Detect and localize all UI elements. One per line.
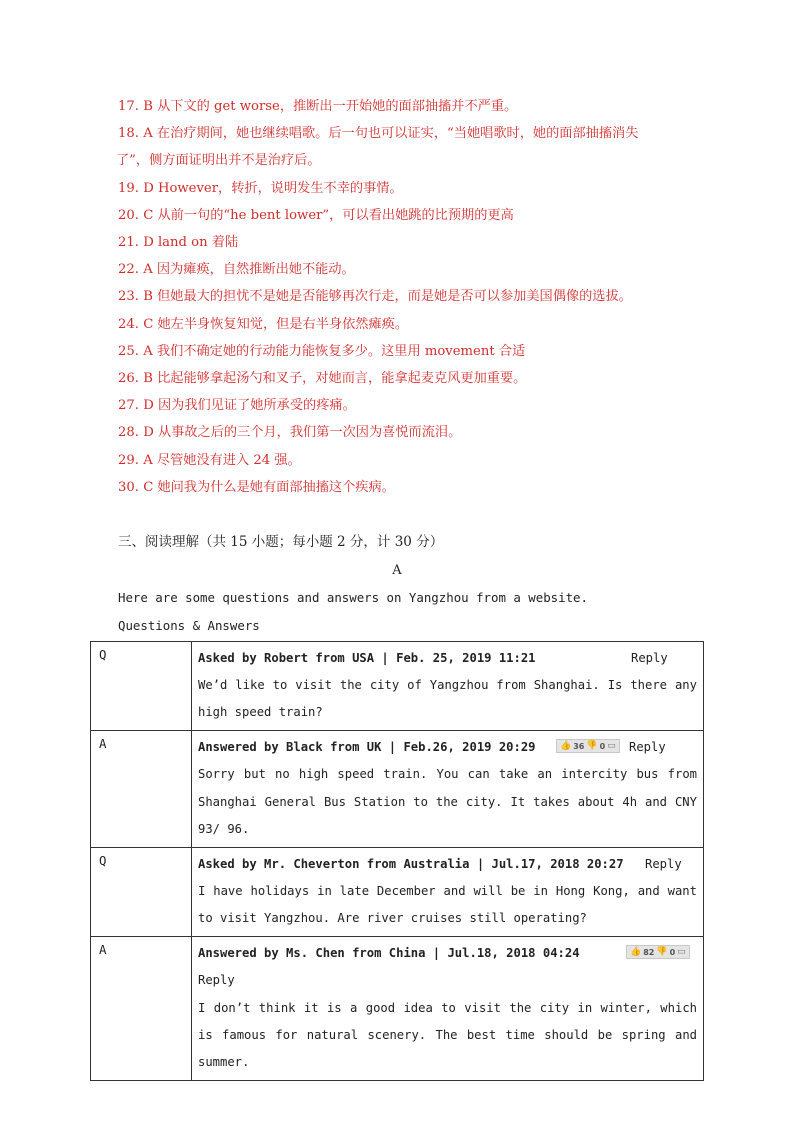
table-row [91,731,704,848]
answer-line: 30. C 她问我为什么是她有面部抽搐这个疾病。 [118,479,395,495]
answer-line: 28. D 从事故之后的三个月，我们第一次因为喜悦而流泪。 [118,425,462,441]
answer-line: 24. C 她左半身恢复知觉，但是右半身依然瘫痪。 [118,316,409,332]
answer-line: 26. B 比起能够拿起汤勺和叉子，对她而言，能拿起麦克风更加重要。 [118,371,527,387]
row-tag: Q [91,848,192,937]
post-header: Asked by Robert from USA | Feb. 25, 2019 11:21 Reply [198,645,697,672]
thumbs-up-icon[interactable]: 👍 [560,740,572,751]
comment-icon[interactable]: ▭ [607,740,616,751]
qa-label: Questions & Answers [118,618,260,633]
post-text: I don’t think it is a good idea to visit the city in winter, which is famous for natural scenery. The best time should be spring and summer. [198,1000,697,1070]
answer-line-continuation: 了”，侧方面证明出并不是治疗后。 [116,153,321,169]
vote-box [626,945,690,959]
answer-line: 22. A 因为瘫痪，自然推断出她不能动。 [118,262,355,278]
down-count: 0 [669,947,676,957]
row-tag: Q [91,642,192,731]
row-body [192,937,704,1081]
answer-key [118,93,698,501]
answer-line: 17. B 从下文的 get worse，推断出一开始她的面部抽搐并不严重。 [118,99,518,114]
reply-link[interactable]: Reply [645,857,682,872]
passage-intro: Here are some questions and answers on Yangzhou from a website. [118,590,588,605]
answer-line: 29. A 尽管她没有进入 24 强。 [118,452,301,468]
reply-link[interactable]: Reply [631,651,668,665]
post-text: I have holidays in late December and will be in Hong Kong, and want to visit Yangzhou. Are river cruises still operating? [198,884,697,926]
answer-line: 18. A 在治疗期间，她也继续唱歌。后一句也可以证实，“当她唱歌时，她的面部抽搐消失 [118,126,639,142]
table-row [91,642,704,731]
answer-line: 23. B 但她最大的担忧不是她是否能够再次行走，而是她是否可以参加美国偶像的选拔。 [118,289,632,305]
row-body [192,848,704,937]
thumbs-up-icon[interactable]: 👍 [630,946,642,957]
up-count: 36 [573,741,585,751]
thumbs-down-icon[interactable]: 👎 [586,740,598,751]
thumbs-down-icon[interactable]: 👎 [656,946,668,957]
table-row [91,848,704,937]
vote-box [556,739,620,753]
row-body [192,731,704,848]
row-tag: A [91,937,192,1081]
answer-line: 19. D However，转折，说明发生不幸的事情。 [118,180,403,196]
up-count: 82 [643,947,655,957]
reply-link[interactable]: Reply [198,973,235,988]
answer-line: 20. C 从前一句的“he bent lower”，可以看出她跳的比预期的更高 [118,207,514,223]
table-row [91,937,704,1081]
post-text: We’d like to visit the city of Yangzhou from Shanghai. Is there any high speed train? [198,678,697,720]
post-text: Sorry but no high speed train. You can take an intercity bus from Shanghai General Bus Station to the city. It takes about 4h and CNY 93/ 96. [198,767,697,836]
post-header: Answered by Ms. Chen from China | Jul.18, 2018 04:24 👍 82 👎 0 ▭ [198,940,697,967]
answer-line: 25. A 我们不确定她的行动能力能恢复多少。这里用 movement 合适 [118,343,526,359]
post-header: Answered by Black from UK | Feb.26, 2019 20:29 👍 36 👎 0 ▭ Reply [198,734,697,761]
row-body [192,642,704,731]
down-count: 0 [599,741,606,751]
section-title: 三、阅读理解（共 15 小题；每小题 2 分，计 30 分） [118,534,444,550]
comment-icon[interactable]: ▭ [677,946,686,957]
part-letter: A [392,563,402,578]
post-header: Asked by Mr. Cheverton from Australia | Jul.17, 2018 20:27 Reply [198,851,697,878]
row-tag: A [91,731,192,848]
reply-link[interactable]: Reply [629,740,666,755]
answer-line: 27. D 因为我们见证了她所承受的疼痛。 [118,398,356,414]
answer-line: 21. D land on 着陆 [118,235,239,251]
qa-table [90,641,704,1081]
